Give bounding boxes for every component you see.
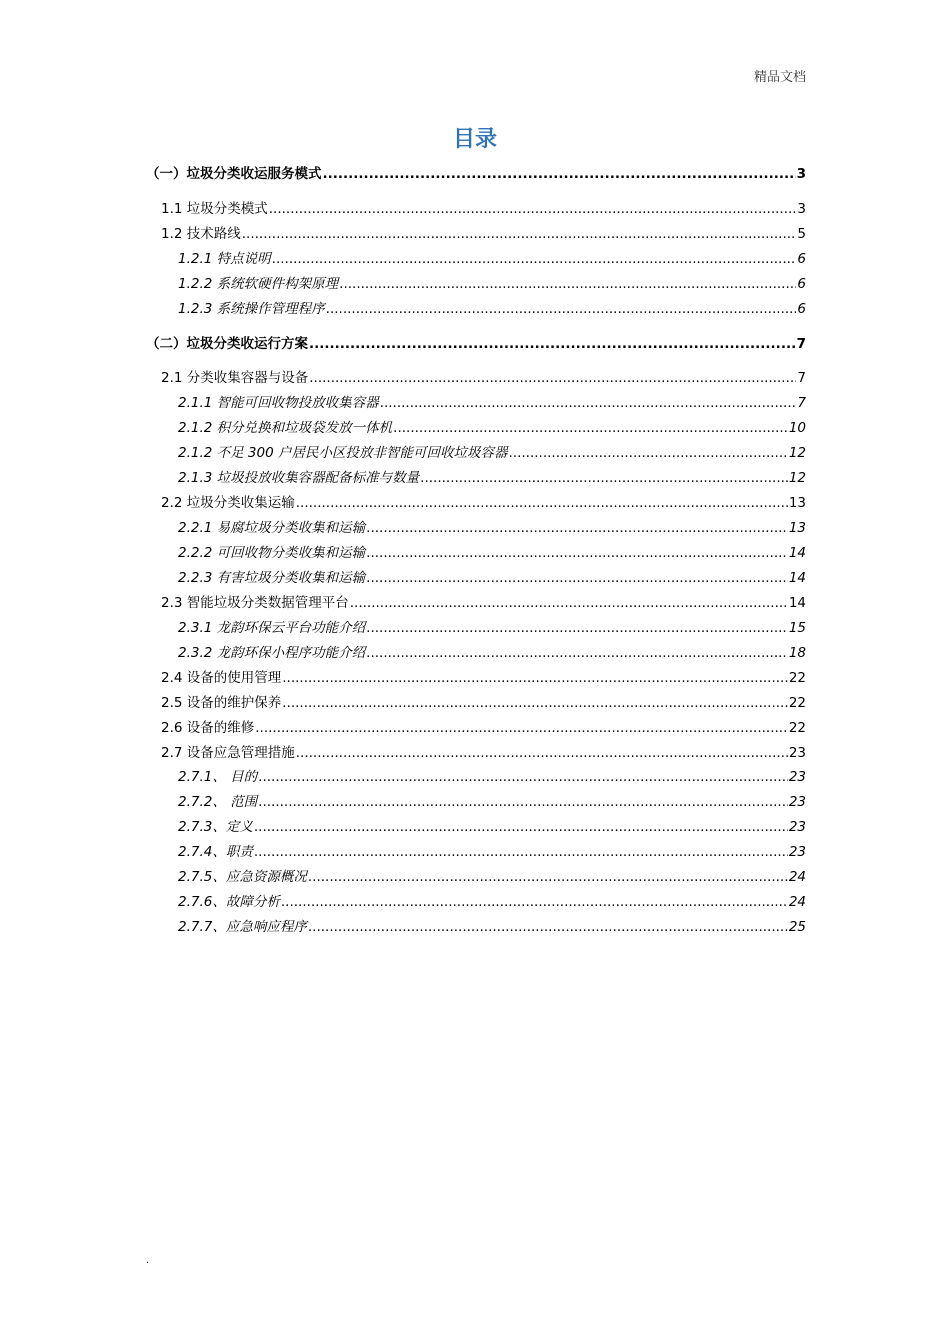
toc-dot-leader <box>308 917 788 937</box>
toc-entry-label: （一）垃圾分类收运服务模式 <box>146 166 322 182</box>
toc-dot-leader <box>296 493 788 513</box>
toc-entry[interactable] <box>178 618 806 638</box>
toc-entry[interactable] <box>161 668 806 688</box>
page-header: 精品文档 <box>753 70 806 85</box>
toc-entry[interactable] <box>178 817 806 837</box>
toc-entry[interactable] <box>178 767 806 787</box>
toc-entry[interactable] <box>161 693 806 713</box>
toc-page-number: 25 <box>788 919 806 935</box>
toc-dot-leader <box>282 693 788 713</box>
toc-page-number: 23 <box>788 745 806 761</box>
toc-page-number: 7 <box>797 370 806 386</box>
toc-entry[interactable] <box>178 643 806 663</box>
toc-page-number: 6 <box>797 276 806 292</box>
toc-entry[interactable] <box>161 593 806 613</box>
toc-entry[interactable] <box>161 493 806 513</box>
toc-entry-label: 2.7.6、故障分析 <box>178 894 280 910</box>
toc-entry[interactable] <box>161 368 806 388</box>
toc-entry[interactable] <box>161 743 806 763</box>
toc-page-number: 18 <box>788 645 806 661</box>
toc-page-number: 24 <box>788 894 806 910</box>
toc-title: 目录 <box>452 127 497 152</box>
toc-entry-label: 1.2.1 特点说明 <box>178 251 271 267</box>
toc-dot-leader <box>254 817 788 837</box>
toc-entry[interactable] <box>146 164 806 184</box>
toc-page-number: 10 <box>788 420 806 436</box>
toc-entry-label: 2.1.2 积分兑换和垃圾袋发放一体机 <box>178 420 393 436</box>
toc-dot-leader <box>509 443 788 463</box>
toc-dot-leader <box>254 842 788 862</box>
toc-dot-leader <box>350 593 788 613</box>
toc-dot-leader <box>366 518 788 538</box>
toc-entry[interactable] <box>178 249 806 269</box>
toc-dot-leader <box>308 867 788 887</box>
toc-entry[interactable] <box>178 518 806 538</box>
toc-entry-label: 2.2.3 有害垃圾分类收集和运输 <box>178 570 366 586</box>
toc-dot-leader <box>366 618 788 638</box>
toc-entry[interactable] <box>161 718 806 738</box>
toc-entry-label: 2.1 分类收集容器与设备 <box>161 370 309 386</box>
toc-entry-label: 1.1 垃圾分类模式 <box>161 201 268 217</box>
toc-page-number: 14 <box>788 595 806 611</box>
toc-dot-leader <box>366 568 788 588</box>
toc-entry[interactable] <box>178 917 806 937</box>
toc-entry-label: 1.2.2 系统软硬件构架原理 <box>178 276 339 292</box>
toc-entry-label: 2.3 智能垃圾分类数据管理平台 <box>161 595 349 611</box>
toc-page-number: 7 <box>796 336 806 352</box>
toc-entry[interactable] <box>161 224 806 244</box>
toc-page-number: 14 <box>788 545 806 561</box>
toc-entry[interactable] <box>178 299 806 319</box>
toc-page-number: 13 <box>788 520 806 536</box>
toc-dot-leader <box>366 543 788 563</box>
toc-dot-leader <box>258 767 788 787</box>
toc-page-number: 23 <box>788 769 806 785</box>
toc-entry[interactable] <box>178 792 806 812</box>
toc-page-number: 12 <box>788 470 806 486</box>
toc-entry[interactable] <box>146 334 806 354</box>
toc-dot-leader <box>258 792 788 812</box>
toc-entry-label: 2.5 设备的维护保养 <box>161 695 282 711</box>
toc-entry[interactable] <box>178 443 806 463</box>
toc-dot-leader <box>366 643 788 663</box>
toc-entry-label: 1.2.3 系统操作管理程序 <box>178 301 325 317</box>
toc-entry-label: 2.3.2 龙韵环保小程序功能介绍 <box>178 645 366 661</box>
toc-entry-label: 2.7 设备应急管理措施 <box>161 745 295 761</box>
toc-entry-label: 1.2 技术路线 <box>161 226 241 242</box>
toc-entry[interactable] <box>178 543 806 563</box>
toc-entry[interactable] <box>178 418 806 438</box>
toc-entry[interactable] <box>178 867 806 887</box>
toc-page-number: 23 <box>788 794 806 810</box>
toc-page-number: 3 <box>796 166 806 182</box>
toc-dot-leader <box>309 334 796 354</box>
toc-entry[interactable] <box>178 393 806 413</box>
toc-entry[interactable] <box>178 568 806 588</box>
toc-entry-label: 2.4 设备的使用管理 <box>161 670 282 686</box>
toc-entry[interactable] <box>178 842 806 862</box>
toc-entry-label: 2.7.7、应急响应程序 <box>178 919 307 935</box>
toc-page-number: 22 <box>788 695 806 711</box>
toc-page-number: 15 <box>788 620 806 636</box>
toc-page-number: 6 <box>797 251 806 267</box>
toc-entry-label: 2.7.4、职责 <box>178 844 253 860</box>
toc-page-number: 5 <box>797 226 806 242</box>
toc-dot-leader <box>393 418 788 438</box>
toc-entry[interactable] <box>161 199 806 219</box>
toc-dot-leader <box>281 892 788 912</box>
toc-dot-leader <box>339 274 796 294</box>
toc-page-number: 23 <box>788 844 806 860</box>
toc-entry[interactable] <box>178 468 806 488</box>
toc-entry[interactable] <box>178 892 806 912</box>
footer-mark: . <box>146 1255 150 1266</box>
toc-dot-leader <box>282 668 788 688</box>
toc-entry-label: 2.1.3 垃圾投放收集容器配备标准与数量 <box>178 470 420 486</box>
toc-page-number: 22 <box>788 720 806 736</box>
toc-page-number: 13 <box>788 495 806 511</box>
toc-page-number: 12 <box>788 445 806 461</box>
toc-entry-label: （二）垃圾分类收运行方案 <box>146 336 308 352</box>
toc-entry-label: 2.2 垃圾分类收集运输 <box>161 495 295 511</box>
toc-dot-leader <box>309 368 796 388</box>
toc-page-number: 22 <box>788 670 806 686</box>
toc-dot-leader <box>380 393 797 413</box>
toc-entry-label: 2.7.1、 目的 <box>178 769 258 785</box>
toc-dot-leader <box>269 199 797 219</box>
toc-page-number: 3 <box>797 201 806 217</box>
toc-entry-label: 2.7.2、 范围 <box>178 794 258 810</box>
toc-dot-leader <box>420 468 788 488</box>
toc-dot-leader <box>296 743 788 763</box>
toc-entry-label: 2.7.5、应急资源概况 <box>178 869 307 885</box>
toc-entry-label: 2.7.3、定义 <box>178 819 253 835</box>
toc-entry-label: 2.6 设备的维修 <box>161 720 255 736</box>
toc-entry-label: 2.2.1 易腐垃圾分类收集和运输 <box>178 520 366 536</box>
toc-dot-leader <box>272 249 797 269</box>
toc-page-number: 6 <box>797 301 806 317</box>
toc-entry[interactable] <box>178 274 806 294</box>
toc-dot-leader <box>323 164 796 184</box>
toc-page-number: 24 <box>788 869 806 885</box>
toc-entry-label: 2.1.1 智能可回收物投放收集容器 <box>178 395 379 411</box>
toc-dot-leader <box>326 299 797 319</box>
toc-entry-label: 2.3.1 龙韵环保云平台功能介绍 <box>178 620 366 636</box>
toc-dot-leader <box>242 224 797 244</box>
toc-entry-label: 2.2.2 可回收物分类收集和运输 <box>178 545 366 561</box>
toc-entry-label: 2.1.2 不足 300 户居民小区投放非智能可回收垃圾容器 <box>178 445 508 461</box>
toc-dot-leader <box>255 718 788 738</box>
toc-page-number: 14 <box>788 570 806 586</box>
toc-page-number: 23 <box>788 819 806 835</box>
toc-page-number: 7 <box>797 395 806 411</box>
